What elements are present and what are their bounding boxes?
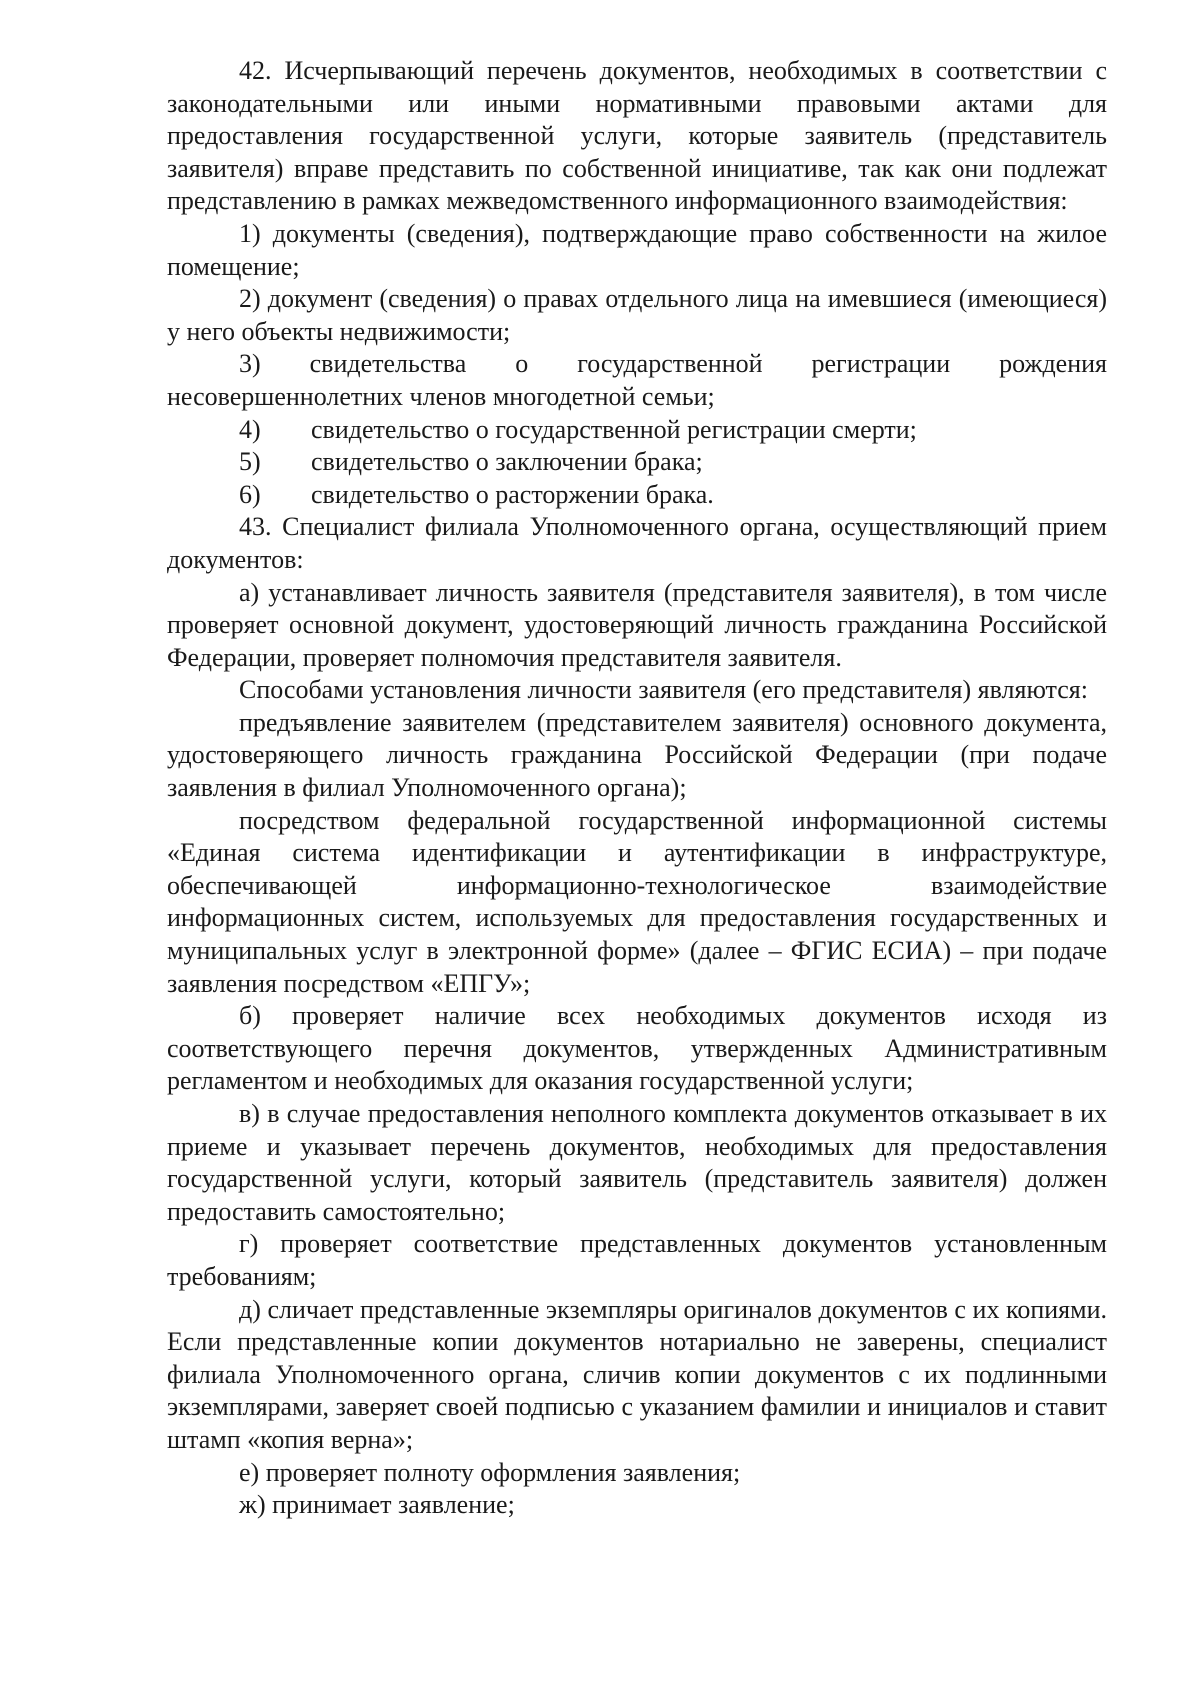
list-text: свидетельство о расторжении брака. [311, 479, 714, 509]
list-item-3: 3) свидетельства о государственной регистрации рождения несовершеннолетних членов многодетной семьи; [167, 349, 1107, 411]
list-item-2: 2) документ (сведения) о правах отдельного лица на имевшиеся (имеющиеся) у него объекты недвижимости; [167, 284, 1107, 346]
subitem-a: а) устанавливает личность заявителя (представителя заявителя), в том числе проверяет основной документ, удостоверяющий личность гражданина Российской Федерации, проверяет полномочия представителя заявителя. [167, 577, 1107, 672]
paragraph-43: 43. Специалист филиала Уполномоченного органа, осуществляющий прием документов: [167, 512, 1107, 574]
list-item-6 [167, 479, 1107, 512]
list-number: 6) [239, 479, 261, 509]
identification-methods: Способами установления личности заявителя (его представителя) являются: [239, 675, 1088, 705]
subitem-v: в) в случае предоставления неполного комплекта документов отказывает в их приеме и указывает перечень документов, необходимых для предоставления государственной услуги, который заявитель (представитель заявителя) должен предоставить самостоятельно; [167, 1099, 1107, 1226]
list-number: 5) [239, 447, 261, 477]
method-esia: посредством федеральной государственной информационной системы «Единая система идентификации и аутентификации в инфраструктуре, обеспечивающей информационно-технологическое взаимодействие информационных систем, используемых для предоставления государственных и муниципальных услуг в электронной форме» (далее – ФГИС ЕСИА) – при подаче заявления посредством «ЕПГУ»; [167, 805, 1107, 998]
list-text: свидетельство о государственной регистрации смерти; [311, 414, 917, 444]
method-document: предъявление заявителем (представителем заявителя) основного документа, удостоверяющего личность гражданина Российской Федерации (при подаче заявления в филиал Уполномоченного органа); [167, 707, 1107, 803]
list-item-5 [167, 446, 1107, 479]
list-item-4 [167, 414, 1107, 447]
subitem-b: б) проверяет наличие всех необходимых документов исходя из соответствующего перечня документов, утвержденных Административным регламентом и необходимых для оказания государственной услуги; [167, 1001, 1107, 1096]
paragraph-42: 42. Исчерпывающий перечень документов, необходимых в соответствии с законодательными или иными нормативными правовыми актами для предоставления государственной услуги, которые заявитель (представитель заявителя) вправе представить по собственной инициативе, так как они подлежат представлению в рамках межведомственного информационного взаимодействия: [167, 56, 1107, 216]
list-text: свидетельство о заключении брака; [311, 447, 703, 477]
subitem-d: д) сличает представленные экземпляры оригиналов документов с их копиями. Если представленные копии документов нотариально не заверены, специалист филиала Уполномоченного органа, сличив копии документов с их подлинными экземплярами, заверяет своей подписью с указанием фамилии и инициалов и ставит штамп «копия верна»; [167, 1294, 1107, 1454]
subitem-e: е) проверяет полноту оформления заявления; [239, 1457, 741, 1487]
subitem-zh: ж) принимает заявление; [239, 1490, 515, 1520]
subitem-g: г) проверяет соответствие представленных документов установленным требованиям; [167, 1229, 1107, 1291]
list-number: 4) [239, 414, 261, 444]
list-item-1: 1) документы (сведения), подтверждающие право собственности на жилое помещение; [167, 218, 1107, 281]
